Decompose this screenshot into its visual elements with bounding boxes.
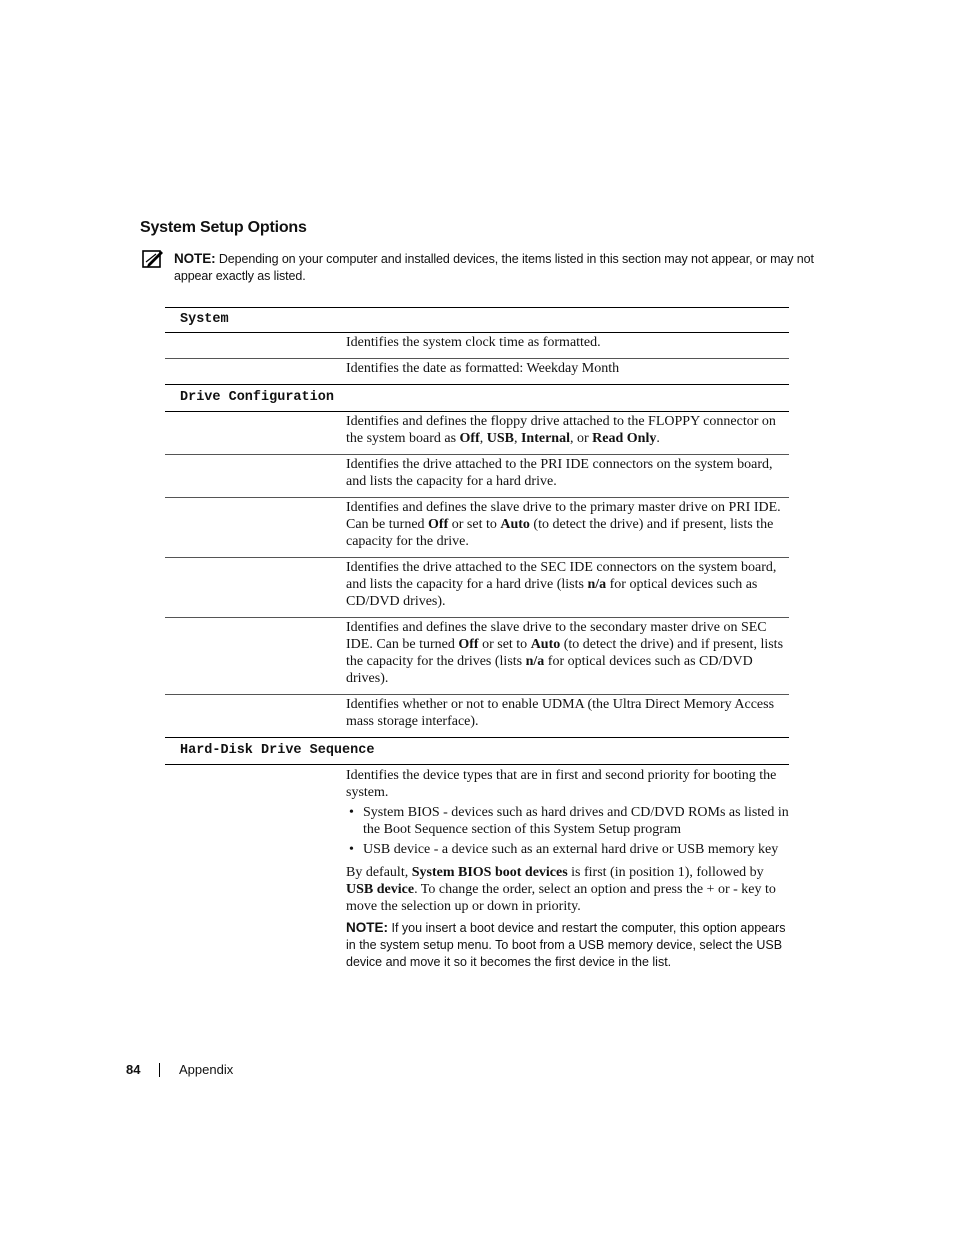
value-off: Off xyxy=(459,431,480,446)
value-auto: Auto xyxy=(500,517,530,532)
sequence-intro: Identifies the device types that are in first and second priority for booting the system. xyxy=(346,768,777,800)
option-description xyxy=(346,498,789,557)
text: for optical devices such as CD/DVD drives). xyxy=(346,577,758,609)
value-off: Off xyxy=(458,637,479,652)
group-header-drive-configuration xyxy=(165,385,789,412)
text: for optical devices such as CD/DVD drives). xyxy=(346,654,753,686)
text: or set to xyxy=(448,517,501,532)
value-na: n/a xyxy=(587,577,607,592)
footer-section-label: Appendix xyxy=(179,1062,234,1077)
text: (to detect the drive) and if present, lists the capacity for the drive. xyxy=(346,517,774,549)
section-title: System Setup Options xyxy=(140,219,307,236)
option-description xyxy=(346,558,789,617)
group-header-label: System xyxy=(180,312,229,327)
table-row xyxy=(165,618,789,695)
table-row xyxy=(165,765,789,978)
value-usb-device: USB device xyxy=(346,882,415,897)
value-off: Off xyxy=(428,517,449,532)
table-row xyxy=(165,359,789,385)
list-item: • System BIOS - devices such as hard drives and CD/DVD ROMs as listed in the Boot Sequence section of this System Setup program xyxy=(349,805,789,837)
note-label: NOTE: xyxy=(174,251,216,266)
note-body: Depending on your computer and installed devices, the items listed in this section may not appear, or may not appear exactly as listed. xyxy=(174,252,814,283)
list-item-text: USB device - a device such as an external hard drive or USB memory key xyxy=(363,842,779,857)
option-description: Identifies and defines the floppy drive attached to the FLOPPY connector on the system board as Off, USB, Internal, or Read Only. xyxy=(346,414,776,446)
group-header-system xyxy=(165,308,789,333)
table-row xyxy=(165,412,789,455)
option-description xyxy=(346,765,789,978)
usb-boot-note xyxy=(346,919,789,971)
option-description xyxy=(346,618,789,694)
note-pencil-icon xyxy=(142,249,164,269)
option-description: Identifies the system clock time as formatted. xyxy=(346,335,601,350)
table-row xyxy=(165,498,789,558)
option-description: Identifies the date as formatted: Weekday Month xyxy=(346,361,620,376)
value-usb: USB xyxy=(486,431,514,446)
option-description: Identifies whether or not to enable UDMA (the Ultra Direct Memory Access mass storage interface). xyxy=(346,697,775,729)
value-read-only: Read Only xyxy=(592,431,657,446)
text: Identifies and defines the slave drive to the secondary master drive on SEC IDE. Can be turned xyxy=(346,620,767,652)
text: is first (in position 1), followed by xyxy=(567,865,764,880)
text: Identifies and defines the slave drive to the primary master drive on PRI IDE. Can be turned xyxy=(346,500,781,532)
text: Identifies the drive attached to the SEC IDE connectors on the system board, and lists the capacity for a hard drive (lists xyxy=(346,560,777,592)
setup-options-table xyxy=(165,307,789,978)
note-body: If you insert a boot device and restart the computer, this option appears in the system setup menu. To boot from a USB memory device, select the USB device and move it so it becomes the first device in the list. xyxy=(346,921,786,969)
text: (to detect the drive) and if present, lists the capacity for the drives (lists xyxy=(346,637,784,669)
group-header-label: Drive Configuration xyxy=(180,390,334,405)
footer-divider xyxy=(159,1063,160,1077)
list-item: • USB device - a device such as an external hard drive or USB memory key xyxy=(349,842,779,857)
value-internal: Internal xyxy=(520,431,570,446)
text: Identifies and defines the floppy drive attached to the FLOPPY connector on the system board as xyxy=(346,414,776,446)
group-header-hard-disk-drive-sequence xyxy=(165,738,789,765)
text: or set to xyxy=(478,637,531,652)
group-header-label: Hard-Disk Drive Sequence xyxy=(180,743,375,758)
text: By default, xyxy=(346,865,412,880)
text: . To change the order, select an option and press the + or - key to move the selection up or down in priority. xyxy=(346,882,776,914)
table-row xyxy=(165,333,789,359)
note xyxy=(174,250,814,285)
note-label: NOTE: xyxy=(346,920,388,935)
value-auto: Auto xyxy=(530,637,561,652)
table-row xyxy=(165,455,789,498)
device-type-list xyxy=(346,804,789,858)
value-na: n/a xyxy=(525,654,545,669)
page-number: 84 xyxy=(126,1062,141,1077)
text: , or xyxy=(569,431,593,446)
option-description: Identifies the drive attached to the PRI IDE connectors on the system board, and lists the capacity for a hard drive. xyxy=(346,457,773,489)
default-order-paragraph xyxy=(346,864,789,915)
list-item-text: System BIOS - devices such as hard drives and CD/DVD ROMs as listed in the Boot Sequence section of this System Setup program xyxy=(363,805,789,837)
table-row xyxy=(165,558,789,618)
value-system-bios: System BIOS boot devices xyxy=(411,865,568,880)
table-row xyxy=(165,695,789,738)
